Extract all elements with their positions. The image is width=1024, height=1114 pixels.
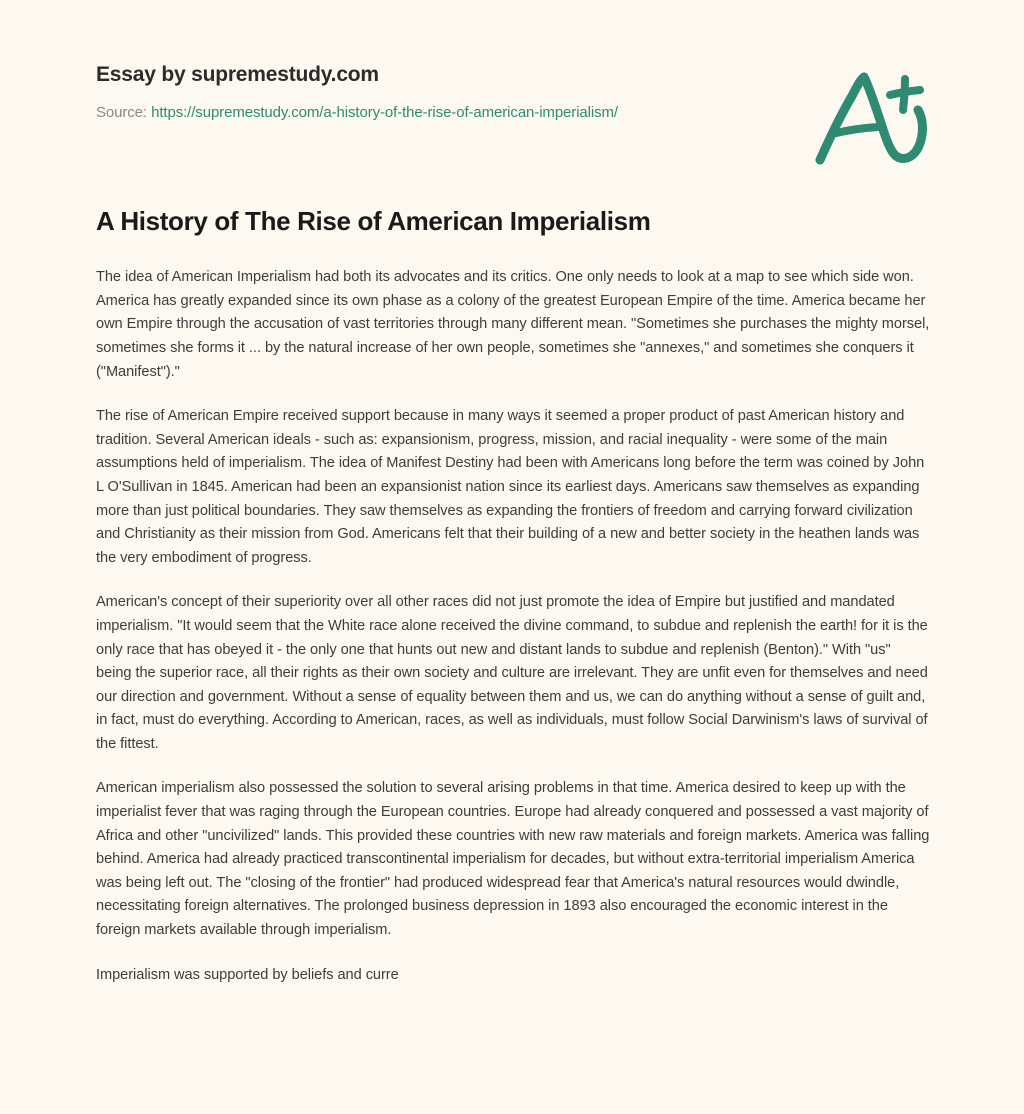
- source-line: [96, 87, 930, 123]
- source-url-link[interactable]: https://supremestudy.com/a-history-of-the-rise-of-american-imperialism/: [151, 104, 619, 122]
- paragraph: American's concept of their superiority over all other races did not just promote the idea of Empire but justified and mandated imperialism. "It would seem that the White race alone received the divine command, to subdue and replenish the earth! for it is the only race that has obeyed it - the only one that hunts out new and distant lands to subdue and replenish (Benton)." With "us" being the superior race, all their rights as their own society and culture are irrelevant. They are unfit even for themselves and need our direction and government. Without a sense of equality between them and us, we can do anything without a sense of guilt and, in fact, must do everything. According to American, races, as well as individuals, must follow Social Darwinism's laws of survival of the fittest.: [96, 594, 928, 752]
- essay-byline: Essay by supremestudy.com: [96, 63, 379, 86]
- paragraph: American imperialism also possessed the solution to several arising problems in that time. America desired to keep up with the imperialist fever that was raging through the European countries. Europe had already conquered and possessed a vast majority of Africa and other "uncivilized" lands. This provided these countries with new raw materials and foreign markets. America was falling behind. America had already practiced transcontinental imperialism for decades, but without extra-territorial imperialism America was being left out. The "closing of the frontier" had produced widespread fear that America's natural resources would dwindle, necessitating foreign alternatives. The prolonged business depression in 1893 also encouraged the economic interest in the foreign markets available through imperialism.: [96, 780, 930, 939]
- paragraph: The rise of American Empire received support because in many ways it seemed a proper product of past American history and tradition. Several American ideals - such as: expansionism, progress, mission, and racial inequality - were some of the main assumptions held of imperialism. The idea of Manifest Destiny had been with Americans long before the term was coined by John L O'Sullivan in 1845. American had been an expansionist nation since its earliest days. Americans saw themselves as expanding more than just political boundaries. They saw themselves as expanding the frontiers of freedom and carrying forward civilization and Christianity as their mission from God. Americans felt that their building of a new and better society in the heathen lands was the very embodiment of progress.: [96, 408, 925, 566]
- page-title: A History of The Rise of American Imperialism: [96, 205, 651, 236]
- paragraph-truncated: Imperialism was supported by beliefs and curre: [96, 966, 399, 983]
- paragraph: The idea of American Imperialism had both its advocates and its critics. One only needs to look at a map to see which side won. America has greatly expanded since its own phase as a colony of the greatest European Empire of the time. America became her own Empire through the accusation of vast territories through many different mean. "Sometimes she purchases the mighty morsel, sometimes she forms it ... by the natural increase of her own people, sometimes she "annexes," and sometimes she conquers it ("Manifest").": [96, 269, 930, 380]
- source-label: Source:: [96, 104, 147, 122]
- article-body: [96, 237, 930, 987]
- page-header: [96, 0, 930, 123]
